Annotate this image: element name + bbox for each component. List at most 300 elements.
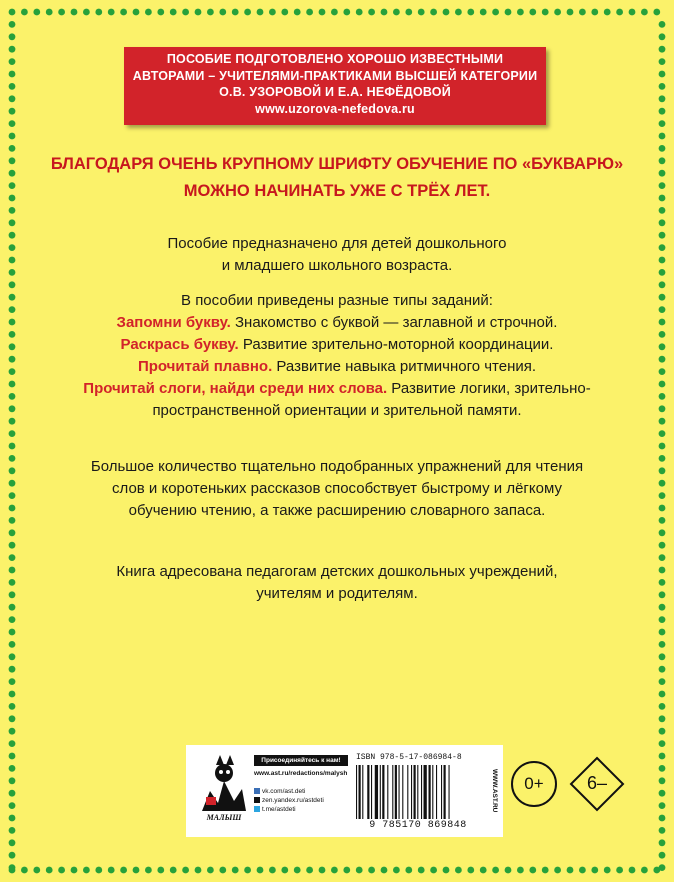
border-dot	[418, 867, 425, 874]
border-dot	[9, 455, 16, 462]
task-continuation: пространственной ориентации и зрительной памяти.	[152, 402, 522, 419]
border-dot	[430, 9, 437, 16]
border-dot	[659, 58, 666, 65]
description-paragraph	[40, 456, 634, 522]
border-dot	[591, 9, 598, 16]
paragraph-line: учителям и родителям.	[256, 585, 418, 602]
border-dot	[257, 9, 264, 16]
border-dot	[9, 46, 16, 53]
barcode-bar	[417, 765, 418, 819]
authors-banner	[124, 47, 546, 125]
border-dot	[659, 678, 666, 685]
border-dot	[659, 802, 666, 809]
telegram-icon	[254, 806, 260, 812]
border-dot	[659, 83, 666, 90]
border-dot	[659, 145, 666, 152]
border-dot	[9, 244, 16, 251]
border-dot	[71, 9, 78, 16]
border-dot	[505, 867, 512, 874]
border-dot	[455, 9, 462, 16]
border-dot	[659, 839, 666, 846]
social-link-zen[interactable]	[254, 797, 324, 804]
border-dot	[9, 616, 16, 623]
border-dot	[368, 867, 375, 874]
border-dot	[9, 207, 16, 214]
paragraph-line: слов и коротеньких рассказов способствует быстрому и лёгкому	[112, 480, 562, 497]
social-link-text: zen.yandex.ru/astdeti	[262, 797, 324, 804]
border-dot	[95, 9, 102, 16]
border-dot	[659, 666, 666, 673]
border-dot	[58, 867, 65, 874]
barcode-bar	[382, 765, 384, 819]
publisher-name: МАЛЫШ	[206, 813, 242, 822]
border-dot	[659, 616, 666, 623]
border-dot	[9, 306, 16, 313]
border-dot	[9, 691, 16, 698]
border-dot	[418, 9, 425, 16]
border-dot	[659, 195, 666, 202]
barcode-digits: 9 785170 869848	[369, 820, 467, 831]
paragraph-line: Пособие предназначено для детей дошкольного	[167, 235, 507, 252]
task-text: Развитие навыка ритмичного чтения.	[272, 358, 537, 375]
zen-icon	[254, 797, 260, 803]
border-dot	[659, 790, 666, 797]
vertical-site-url: WWW.AST.RU	[491, 769, 498, 813]
border-dot	[405, 867, 412, 874]
social-link-vk[interactable]	[254, 788, 305, 795]
barcode-bar	[359, 765, 361, 819]
border-dot	[9, 852, 16, 859]
border-dot	[9, 567, 16, 574]
border-dot	[659, 591, 666, 598]
border-dot	[319, 9, 326, 16]
border-dot	[9, 232, 16, 239]
border-dot	[319, 867, 326, 874]
border-dot	[9, 790, 16, 797]
border-dot	[554, 867, 561, 874]
border-dot	[659, 579, 666, 586]
border-dot	[659, 715, 666, 722]
border-dot	[133, 867, 140, 874]
border-dot	[517, 9, 524, 16]
border-dot	[467, 9, 474, 16]
border-dot	[9, 604, 16, 611]
border-dot	[604, 9, 611, 16]
border-dot	[9, 393, 16, 400]
border-dot	[9, 331, 16, 338]
border-dot	[195, 9, 202, 16]
border-dot	[659, 641, 666, 648]
task-item	[40, 378, 634, 400]
border-dot	[9, 381, 16, 388]
border-dot	[9, 343, 16, 350]
task-text: Развитие логики, зрительно-	[387, 380, 591, 397]
border-dot	[9, 219, 16, 226]
border-dot	[629, 867, 636, 874]
border-dot	[430, 867, 437, 874]
task-title: Запомни букву.	[116, 314, 231, 331]
age-rating-diamond-label: 6–	[586, 773, 608, 793]
border-dot	[659, 554, 666, 561]
barcode-bar	[392, 765, 393, 819]
task-types	[40, 290, 634, 422]
barcode-bar	[356, 765, 357, 819]
social-link-text: t.me/astdeti	[262, 806, 296, 813]
border-dot	[9, 356, 16, 363]
border-dot	[659, 219, 666, 226]
border-dot	[542, 867, 549, 874]
border-dot	[170, 867, 177, 874]
border-dot	[554, 9, 561, 16]
border-dot	[659, 703, 666, 710]
border-dot	[659, 852, 666, 859]
border-dot	[9, 182, 16, 189]
border-dot	[9, 195, 16, 202]
border-dot	[219, 867, 226, 874]
border-dot	[343, 9, 350, 16]
border-dot	[659, 46, 666, 53]
border-dot	[145, 867, 152, 874]
headline	[30, 151, 644, 205]
border-dot	[343, 867, 350, 874]
barcode-bar	[402, 765, 403, 819]
border-dot	[9, 827, 16, 834]
barcode-bar	[432, 765, 433, 819]
border-dot	[480, 9, 487, 16]
barcode-bar	[411, 765, 412, 819]
border-dot	[108, 9, 115, 16]
border-dot	[207, 9, 214, 16]
barcode-bar	[424, 765, 427, 819]
barcode-bar	[375, 765, 378, 819]
border-dot	[467, 867, 474, 874]
intro-paragraph	[40, 233, 634, 277]
border-dot	[659, 567, 666, 574]
border-dot	[9, 703, 16, 710]
border-dot	[659, 418, 666, 425]
border-dot	[9, 269, 16, 276]
border-dot	[9, 418, 16, 425]
border-dot	[591, 867, 598, 874]
banner-line: АВТОРАМИ – УЧИТЕЛЯМИ-ПРАКТИКАМИ ВЫСШЕЙ КАТЕГОРИИ	[132, 68, 538, 83]
task-title: Прочитай слоги, найди среди них слова.	[83, 380, 388, 397]
border-dot	[616, 9, 623, 16]
border-dot	[455, 867, 462, 874]
border-dot	[659, 827, 666, 834]
barcode-bar	[399, 765, 400, 819]
task-item	[40, 356, 634, 378]
border-dot	[492, 9, 499, 16]
border-dot	[542, 9, 549, 16]
barcode-bar	[367, 765, 369, 819]
task-item	[40, 312, 634, 334]
border-dot	[659, 517, 666, 524]
border-dot	[381, 867, 388, 874]
border-dot	[9, 777, 16, 784]
border-dot	[659, 405, 666, 412]
border-dot	[659, 207, 666, 214]
barcode-bar	[441, 765, 442, 819]
border-dot	[182, 867, 189, 874]
border-dot	[659, 728, 666, 735]
border-dot	[120, 867, 127, 874]
publisher-logo	[194, 751, 252, 831]
border-dot	[9, 33, 16, 40]
border-dot	[659, 542, 666, 549]
border-dot	[659, 281, 666, 288]
border-dot	[529, 867, 536, 874]
border-dot	[659, 443, 666, 450]
task-title: Раскрась букву.	[120, 336, 239, 353]
border-dot	[659, 529, 666, 536]
border-dot	[108, 867, 115, 874]
border-dot	[9, 815, 16, 822]
barcode-bar	[444, 765, 446, 819]
border-dot	[244, 9, 251, 16]
border-dot	[9, 133, 16, 140]
border-dot	[133, 9, 140, 16]
border-dot	[9, 257, 16, 264]
border-dot	[182, 9, 189, 16]
border-dot	[9, 753, 16, 760]
border-dot	[9, 715, 16, 722]
border-dot	[659, 319, 666, 326]
border-dot	[492, 867, 499, 874]
paragraph-line: Книга адресована педагогам детских дошкольных учреждений,	[116, 563, 558, 580]
border-dot	[659, 306, 666, 313]
border-dot	[405, 9, 412, 16]
border-dot	[331, 9, 338, 16]
border-dot	[659, 108, 666, 115]
border-dot	[9, 728, 16, 735]
border-dot	[9, 9, 16, 16]
barcode-bar	[429, 765, 431, 819]
border-dot	[33, 867, 40, 874]
border-dot	[9, 492, 16, 499]
border-dot	[21, 9, 28, 16]
border-dot	[659, 71, 666, 78]
border-dot	[9, 405, 16, 412]
border-dot	[659, 356, 666, 363]
border-dot	[381, 9, 388, 16]
border-dot	[145, 9, 152, 16]
border-dot	[659, 691, 666, 698]
vk-icon	[254, 788, 260, 794]
barcode-bar	[414, 765, 416, 819]
border-dot	[659, 343, 666, 350]
border-dot	[9, 529, 16, 536]
border-dot	[368, 9, 375, 16]
border-dot	[393, 9, 400, 16]
border-dot	[9, 591, 16, 598]
banner-line: ПОСОБИЕ ПОДГОТОВЛЕНО ХОРОШО ИЗВЕСТНЫМИ	[166, 52, 504, 66]
border-dot	[9, 517, 16, 524]
border-dot	[659, 455, 666, 462]
border-dot	[306, 867, 313, 874]
border-dot	[9, 480, 16, 487]
border-dot	[33, 9, 40, 16]
border-dot	[95, 867, 102, 874]
border-dot	[659, 232, 666, 239]
border-dot	[9, 145, 16, 152]
border-dot	[9, 71, 16, 78]
tasks-lead: В пособии приведены разные типы заданий:	[181, 292, 493, 309]
border-dot	[232, 9, 239, 16]
publisher-site-link[interactable]: www.ast.ru/redactions/malysh	[254, 770, 348, 777]
border-dot	[659, 257, 666, 264]
border-dot	[9, 765, 16, 772]
barcode-bar	[436, 765, 437, 819]
border-dot	[9, 157, 16, 164]
border-dot	[604, 867, 611, 874]
border-dot	[306, 9, 313, 16]
border-dot	[9, 368, 16, 375]
border-dot	[9, 319, 16, 326]
border-dot	[659, 740, 666, 747]
border-dot	[9, 430, 16, 437]
border-dot	[9, 666, 16, 673]
paragraph-line: и младшего школьного возраста.	[221, 257, 453, 274]
border-dot	[659, 629, 666, 636]
border-dot	[393, 867, 400, 874]
barcode-icon	[354, 765, 482, 821]
border-dot	[294, 867, 301, 874]
barcode-bar	[421, 765, 422, 819]
border-dot	[443, 867, 450, 874]
border-dot	[9, 542, 16, 549]
border-dot	[659, 269, 666, 276]
border-dot	[71, 867, 78, 874]
border-dot	[157, 9, 164, 16]
border-dot	[9, 678, 16, 685]
border-dot	[443, 9, 450, 16]
barcode-bar	[449, 765, 450, 819]
border-dot	[257, 867, 264, 874]
border-dot	[480, 867, 487, 874]
border-dot	[9, 579, 16, 586]
paragraph-line: Большое количество тщательно подобранных упражнений для чтения	[90, 458, 584, 475]
border-dot	[219, 9, 226, 16]
border-dot	[653, 9, 660, 16]
border-dot	[9, 58, 16, 65]
join-us-label: Присоединяйтесь к нам!	[254, 755, 348, 766]
border-dot	[269, 9, 276, 16]
task-text: Развитие зрительно-моторной координации.	[238, 336, 554, 353]
border-dot	[505, 9, 512, 16]
barcode-bar	[371, 765, 372, 819]
barcode-panel	[186, 745, 503, 837]
border-dot	[579, 9, 586, 16]
border-dot	[659, 381, 666, 388]
border-dot	[9, 653, 16, 660]
banner-line: О.В. УЗОРОВОЙ И Е.А. НЕФЁДОВОЙ	[219, 85, 451, 99]
border-dot	[517, 867, 524, 874]
border-dot	[232, 867, 239, 874]
border-dot	[281, 867, 288, 874]
social-link-text: vk.com/ast.deti	[262, 788, 306, 795]
border-dot	[9, 740, 16, 747]
border-dot	[659, 604, 666, 611]
border-dot	[9, 281, 16, 288]
border-dot	[641, 867, 648, 874]
border-dot	[659, 33, 666, 40]
border-dot	[9, 467, 16, 474]
task-text: Знакомство с буквой — заглавной и строчной.	[230, 314, 558, 331]
border-dot	[120, 9, 127, 16]
border-dot	[659, 653, 666, 660]
border-dot	[269, 867, 276, 874]
age-rating-circle: 0+	[511, 761, 557, 807]
border-dot	[9, 83, 16, 90]
border-dot	[83, 867, 90, 874]
border-dot	[659, 505, 666, 512]
border-dot	[641, 9, 648, 16]
border-dot	[659, 480, 666, 487]
border-dot	[616, 867, 623, 874]
border-dot	[9, 170, 16, 177]
border-dot	[294, 9, 301, 16]
border-dot	[9, 21, 16, 28]
barcode-bar	[387, 765, 388, 819]
border-dot	[281, 9, 288, 16]
authors-website[interactable]: www.uzorova-nefedova.ru	[255, 101, 415, 116]
border-dot	[9, 629, 16, 636]
headline-line: МОЖНО НАЧИНАТЬ УЖЕ С ТРЁХ ЛЕТ.	[183, 182, 491, 200]
border-dot	[659, 21, 666, 28]
task-item	[40, 334, 634, 356]
border-dot	[659, 170, 666, 177]
border-dot	[356, 867, 363, 874]
border-dot	[46, 867, 53, 874]
border-dot	[21, 867, 28, 874]
border-dot	[659, 753, 666, 760]
border-dot	[659, 157, 666, 164]
border-dot	[9, 505, 16, 512]
barcode-bar	[380, 765, 381, 819]
border-dot	[659, 815, 666, 822]
border-dot	[9, 839, 16, 846]
social-link-telegram[interactable]	[254, 806, 296, 813]
border-dot	[659, 492, 666, 499]
border-dot	[9, 864, 16, 871]
paragraph-line: обучению чтению, а также расширению словарного запаса.	[128, 502, 546, 519]
audience-paragraph	[40, 561, 634, 605]
border-dot	[58, 9, 65, 16]
task-title: Прочитай плавно.	[137, 358, 273, 375]
border-dot	[9, 802, 16, 809]
border-dot	[207, 867, 214, 874]
border-dot	[659, 393, 666, 400]
border-dot	[659, 765, 666, 772]
border-dot	[567, 9, 574, 16]
border-dot	[9, 294, 16, 301]
border-dot	[579, 867, 586, 874]
border-dot	[659, 133, 666, 140]
border-dot	[529, 9, 536, 16]
border-dot	[157, 867, 164, 874]
border-dot	[659, 120, 666, 127]
barcode-bar	[362, 765, 363, 819]
border-dot	[659, 368, 666, 375]
border-dot	[244, 867, 251, 874]
border-dot	[83, 9, 90, 16]
border-dot	[659, 467, 666, 474]
border-dot	[9, 554, 16, 561]
border-dot	[659, 864, 666, 871]
border-dot	[9, 108, 16, 115]
mascot-icon	[194, 751, 252, 813]
border-dot	[9, 95, 16, 102]
